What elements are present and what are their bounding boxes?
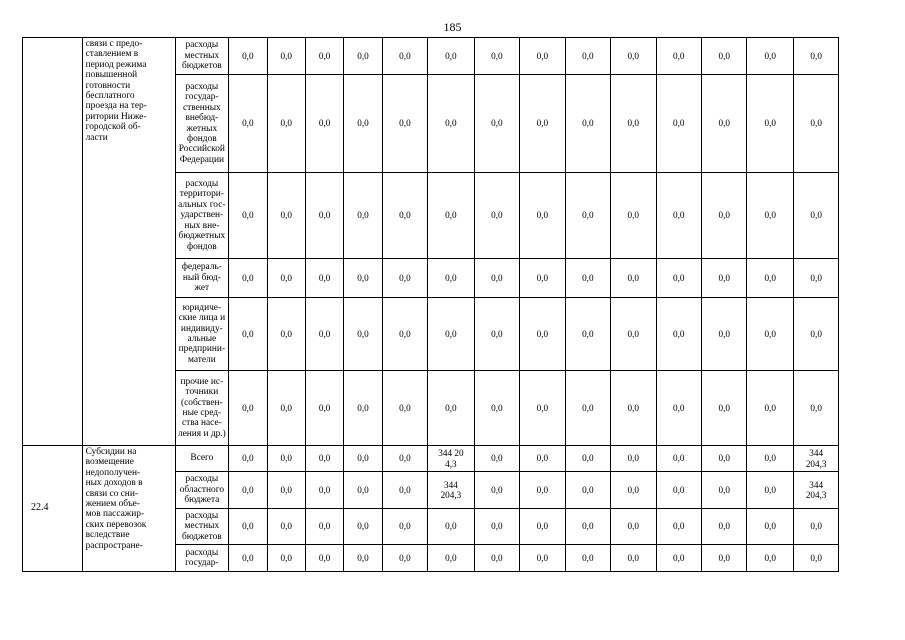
value-cell: 0,0 (305, 472, 343, 509)
value-cell: 0,0 (474, 38, 519, 75)
value-cell: 0,0 (701, 38, 746, 75)
value-cell: 0,0 (656, 173, 701, 259)
value-cell: 0,0 (701, 446, 746, 472)
value-cell: 0,0 (793, 173, 838, 259)
value-cell: 0,0 (701, 545, 746, 572)
value-cell: 0,0 (382, 545, 427, 572)
funding-source-cell: юридиче- ские лица и индивиду- альные предприни- матели (175, 298, 229, 371)
value-cell: 0,0 (793, 371, 838, 446)
value-cell: 0,0 (229, 259, 267, 298)
value-cell: 0,0 (611, 446, 656, 472)
value-cell: 0,0 (305, 298, 343, 371)
value-cell: 0,0 (474, 545, 519, 572)
measure-name-cell: Субсидии на возмещение недополучен- ных доходов в связи со сни- жением объе- мов пассажир- ских перевозок вследствие распростране- (82, 446, 175, 572)
value-cell: 0,0 (747, 509, 793, 545)
value-cell: 0,0 (267, 259, 305, 298)
value-cell: 0,0 (747, 371, 793, 446)
value-cell: 0,0 (428, 75, 474, 173)
value-cell: 0,0 (382, 75, 427, 173)
value-cell: 0,0 (382, 509, 427, 545)
funding-source-cell: расходы государ- ственных внебюд- жетных фондов Российской Федерации (175, 75, 229, 173)
value-cell: 0,0 (267, 371, 305, 446)
funding-source-cell: расходы местных бюджетов (175, 38, 229, 75)
value-cell: 0,0 (611, 509, 656, 545)
value-cell: 0,0 (701, 371, 746, 446)
value-cell: 0,0 (656, 298, 701, 371)
value-cell: 0,0 (611, 371, 656, 446)
value-cell: 0,0 (382, 298, 427, 371)
value-cell: 0,0 (305, 38, 343, 75)
value-cell: 0,0 (229, 509, 267, 545)
value-cell: 0,0 (267, 446, 305, 472)
table-row (23, 38, 884, 75)
value-cell: 0,0 (611, 38, 656, 75)
value-cell: 0,0 (267, 472, 305, 509)
value-cell: 0,0 (344, 446, 382, 472)
value-cell: 0,0 (611, 472, 656, 509)
value-cell: 0,0 (611, 173, 656, 259)
value-cell: 0,0 (747, 259, 793, 298)
value-cell: 0,0 (793, 38, 838, 75)
value-cell: 0,0 (747, 38, 793, 75)
budget-table (22, 37, 884, 572)
value-cell: 0,0 (229, 371, 267, 446)
value-cell: 0,0 (267, 298, 305, 371)
value-cell: 0,0 (382, 371, 427, 446)
value-cell: 0,0 (267, 509, 305, 545)
value-cell: 0,0 (229, 38, 267, 75)
value-cell: 0,0 (474, 75, 519, 173)
value-cell: 0,0 (344, 298, 382, 371)
value-cell: 0,0 (344, 259, 382, 298)
funding-source-cell: расходы местных бюджетов (175, 509, 229, 545)
value-cell: 0,0 (611, 259, 656, 298)
funding-source-cell: федераль- ный бюд- жет (175, 259, 229, 298)
value-cell: 0,0 (428, 298, 474, 371)
value-cell: 0,0 (793, 545, 838, 572)
funding-source-cell: расходы государ- (175, 545, 229, 572)
value-cell: 0,0 (793, 509, 838, 545)
value-cell: 0,0 (428, 509, 474, 545)
value-cell: 0,0 (382, 259, 427, 298)
value-cell: 0,0 (428, 38, 474, 75)
value-cell: 0,0 (474, 472, 519, 509)
value-cell: 0,0 (611, 75, 656, 173)
value-cell: 0,0 (520, 75, 565, 173)
value-cell: 0,0 (565, 75, 610, 173)
value-cell: 0,0 (474, 298, 519, 371)
value-cell: 0,0 (565, 298, 610, 371)
value-cell: 0,0 (701, 298, 746, 371)
value-cell: 0,0 (656, 509, 701, 545)
value-cell: 0,0 (344, 472, 382, 509)
value-cell: 0,0 (229, 472, 267, 509)
value-cell: 0,0 (611, 545, 656, 572)
value-cell: 344 204,3 (428, 472, 474, 509)
funding-source-cell: прочие ис- точники (собствен- ные сред- ства насе- ления и др.) (175, 371, 229, 446)
value-cell: 0,0 (656, 259, 701, 298)
value-cell: 0,0 (656, 472, 701, 509)
funding-source-cell: Всего (175, 446, 229, 472)
value-cell: 0,0 (229, 173, 267, 259)
value-cell: 0,0 (701, 173, 746, 259)
value-cell: 0,0 (428, 371, 474, 446)
value-cell: 0,0 (793, 298, 838, 371)
value-cell: 344 20 4,3 (428, 446, 474, 472)
value-cell: 0,0 (793, 259, 838, 298)
value-cell: 0,0 (793, 75, 838, 173)
value-cell: 0,0 (229, 298, 267, 371)
value-cell: 0,0 (520, 509, 565, 545)
value-cell: 0,0 (428, 545, 474, 572)
value-cell: 0,0 (565, 38, 610, 75)
value-cell: 0,0 (656, 545, 701, 572)
value-cell: 0,0 (344, 371, 382, 446)
value-cell: 0,0 (747, 472, 793, 509)
value-cell: 0,0 (701, 509, 746, 545)
value-cell: 0,0 (267, 173, 305, 259)
value-cell: 0,0 (344, 545, 382, 572)
page-number: 185 (443, 20, 462, 34)
value-cell: 0,0 (382, 472, 427, 509)
value-cell: 0,0 (747, 75, 793, 173)
value-cell: 0,0 (229, 545, 267, 572)
value-cell: 344 204,3 (793, 472, 838, 509)
value-cell: 0,0 (656, 371, 701, 446)
row-index-cell (23, 38, 83, 446)
value-cell: 0,0 (344, 509, 382, 545)
value-cell: 0,0 (305, 446, 343, 472)
value-cell: 0,0 (565, 472, 610, 509)
value-cell: 0,0 (565, 446, 610, 472)
value-cell: 0,0 (611, 298, 656, 371)
value-cell: 0,0 (474, 173, 519, 259)
value-cell: 0,0 (701, 472, 746, 509)
value-cell: 0,0 (747, 446, 793, 472)
value-cell: 0,0 (428, 173, 474, 259)
value-cell: 0,0 (474, 446, 519, 472)
value-cell: 0,0 (565, 509, 610, 545)
value-cell: 0,0 (747, 545, 793, 572)
value-cell: 0,0 (520, 38, 565, 75)
value-cell: 0,0 (267, 38, 305, 75)
value-cell: 0,0 (382, 173, 427, 259)
row-index-cell: 22.4 (23, 446, 83, 572)
value-cell: 0,0 (305, 545, 343, 572)
value-cell: 0,0 (520, 545, 565, 572)
value-cell: 0,0 (520, 472, 565, 509)
value-cell: 0,0 (229, 446, 267, 472)
value-cell: 0,0 (382, 38, 427, 75)
value-cell: 0,0 (520, 371, 565, 446)
value-cell: 0,0 (305, 371, 343, 446)
value-cell: 0,0 (656, 38, 701, 75)
table-row (23, 446, 884, 472)
value-cell: 0,0 (520, 446, 565, 472)
value-cell: 0,0 (267, 545, 305, 572)
value-cell: 0,0 (305, 75, 343, 173)
funding-source-cell: расходы территори- альных гос- ударствен- ных вне- бюджетных фондов (175, 173, 229, 259)
funding-source-cell: расходы областного бюджета (175, 472, 229, 509)
value-cell: 0,0 (229, 75, 267, 173)
value-cell: 0,0 (747, 173, 793, 259)
value-cell: 0,0 (520, 298, 565, 371)
value-cell: 0,0 (565, 259, 610, 298)
value-cell: 0,0 (520, 173, 565, 259)
value-cell: 0,0 (474, 509, 519, 545)
value-cell: 0,0 (305, 173, 343, 259)
value-cell: 0,0 (565, 545, 610, 572)
value-cell: 0,0 (474, 259, 519, 298)
value-cell: 0,0 (565, 371, 610, 446)
value-cell: 0,0 (344, 38, 382, 75)
value-cell: 0,0 (656, 75, 701, 173)
value-cell: 0,0 (305, 509, 343, 545)
value-cell: 0,0 (747, 298, 793, 371)
value-cell: 0,0 (382, 446, 427, 472)
value-cell: 0,0 (701, 75, 746, 173)
measure-name-cell: связи с предо- ставлением в период режима повышенной готовности бесплатного проезда на тер- ритории Ниже- городской об- ласти (82, 38, 175, 446)
value-cell: 0,0 (565, 173, 610, 259)
value-cell: 0,0 (267, 75, 305, 173)
value-cell: 0,0 (701, 259, 746, 298)
value-cell: 0,0 (474, 371, 519, 446)
value-cell: 0,0 (344, 173, 382, 259)
value-cell: 0,0 (656, 446, 701, 472)
value-cell: 0,0 (305, 259, 343, 298)
value-cell: 0,0 (520, 259, 565, 298)
value-cell: 344 204,3 (793, 446, 838, 472)
value-cell: 0,0 (428, 259, 474, 298)
value-cell: 0,0 (344, 75, 382, 173)
